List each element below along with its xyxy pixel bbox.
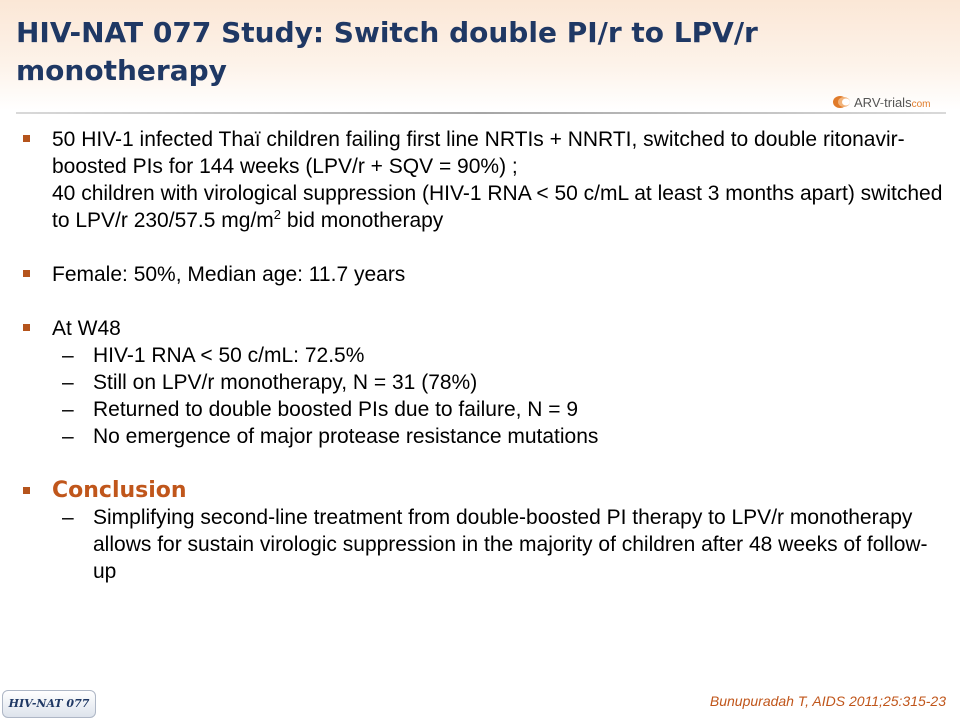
superscript-2: 2 (273, 207, 282, 222)
bullet-text: Female: 50%, Median age: 11.7 years (52, 263, 406, 286)
sub-bullet: – No emergence of major protease resistance mutations (62, 425, 599, 448)
bullet-text: At W48 (52, 317, 121, 340)
logo-separator: - (879, 95, 885, 110)
bullet-demographics (20, 261, 945, 288)
sub-bullet: – Returned to double boosted PIs due to failure, N = 9 (62, 398, 579, 421)
square-bullet-icon (23, 324, 30, 331)
study-badge: HIV-NAT 077 (2, 690, 96, 718)
logo-brand: ARV (854, 95, 880, 110)
bullet-text-line1: 50 HIV-1 infected Thaï children failing first line NRTIs + NNRTI, switched to double ritonavir-boosted PIs for 144 weeks (LPV/r + SQV = 90%) ; (52, 128, 905, 178)
sub-bullet-text: Still on LPV/r monotherapy, N = 31 (78%) (93, 371, 478, 394)
conclusion-text: Simplifying second-line treatment from double-boosted PI therapy to LPV/r monotherapy allows for sustain virologic suppression in the majority of children after 48 weeks of follow-up (93, 506, 928, 583)
citation: Bunupuradah T, AIDS 2011;25:315-23 (709, 693, 946, 709)
bullet-text-line2 (52, 180, 945, 234)
square-bullet-icon (23, 487, 30, 494)
bullet-study-population (20, 126, 945, 234)
logo-swoosh-icon (832, 94, 852, 110)
logo-suffix: com (911, 99, 931, 110)
sub-bullet: – Still on LPV/r monotherapy, N = 31 (78%) (62, 371, 478, 394)
sub-bullet-text: No emergence of major protease resistance mutations (93, 425, 599, 448)
logo-text (854, 95, 930, 113)
bullet-week48 (20, 315, 945, 342)
slide-body (20, 126, 945, 585)
sub-bullet-text: HIV-1 RNA < 50 c/mL: 72.5% (93, 344, 365, 367)
bullet-text-line2-end: bid monotherapy (281, 209, 444, 232)
square-bullet-icon (23, 270, 30, 277)
title-divider (16, 112, 946, 114)
sub-bullet-conclusion: – Simplifying second-line treatment from double-boosted PI therapy to LPV/r monotherapy allows for sustain virologic suppression in the majority of children after 48 weeks of follow-up (62, 506, 928, 583)
bullet-text-line2-main: 40 children with virological suppression (HIV-1 RNA < 50 c/mL at least 3 months apart) switched to LPV/r 230/57.5 mg/m (52, 182, 943, 232)
sub-bullet: – HIV-1 RNA < 50 c/mL: 72.5% (62, 344, 365, 367)
sub-bullet-text: Returned to double boosted PIs due to failure, N = 9 (93, 398, 579, 421)
bullet-conclusion (20, 477, 945, 504)
conclusion-heading: Conclusion (52, 478, 187, 503)
slide-title: HIV-NAT 077 Study: Switch double PI/r to LPV/r monotherapy (16, 16, 758, 87)
logo-word: trials (884, 95, 912, 110)
square-bullet-icon (23, 135, 30, 142)
arv-trials-logo (832, 92, 952, 114)
